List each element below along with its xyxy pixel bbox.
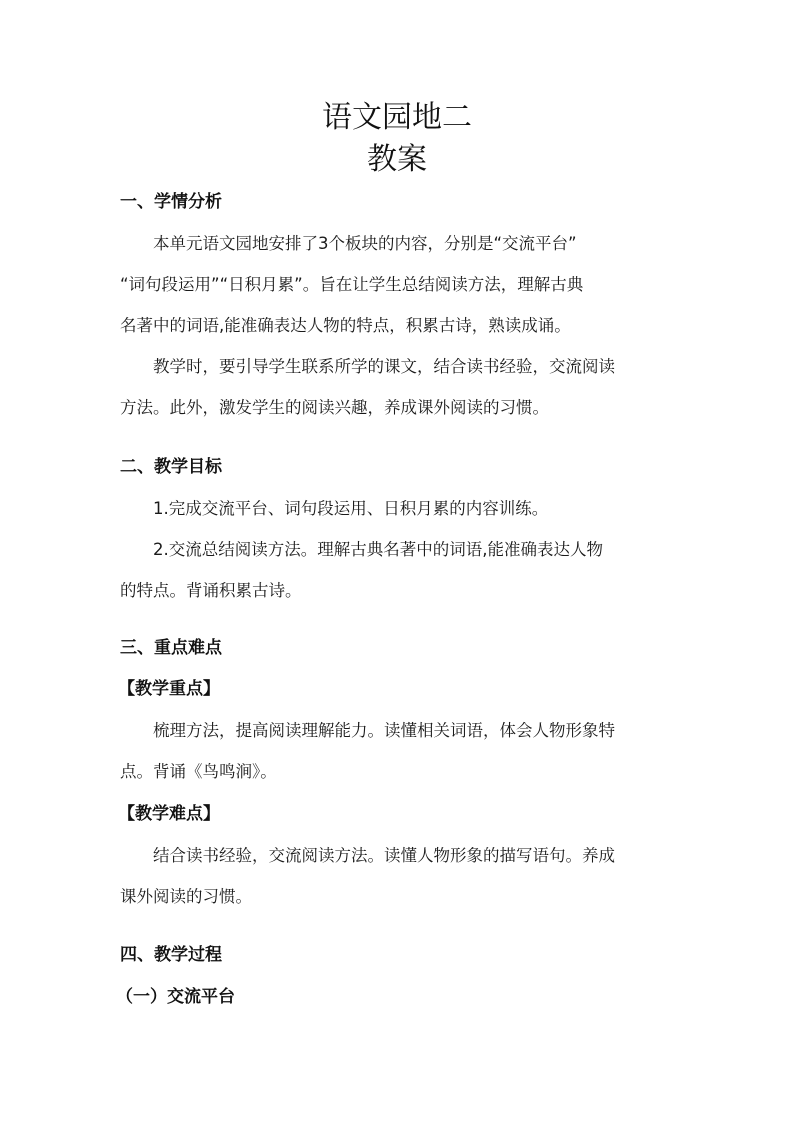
text-line: 的特点。背诵积累古诗。 [120, 581, 302, 600]
subheading-difficulty: 【教学难点】 [118, 804, 220, 824]
analysis-paragraph-2 [120, 346, 675, 428]
subheading-exchange-platform: （一）交流平台 [116, 987, 235, 1007]
text-line: 梳理方法，提高阅读理解能力。读懂相关词语，体会人物形象特 [153, 721, 615, 740]
section-heading-key-points: 三、重点难点 [120, 638, 222, 658]
doc-title: 语文园地二 [322, 100, 472, 135]
text-line: 1.完成交流平台、词句段运用、日积月累的内容训练。 [153, 499, 549, 518]
text-line: 结合读书经验，交流阅读方法。读懂人物形象的描写语句。养成 [153, 846, 615, 865]
difficulty-paragraph [120, 835, 675, 917]
text-line: 教学时，要引导学生联系所学的课文，结合读书经验，交流阅读 [153, 357, 615, 376]
doc-subtitle: 教案 [367, 142, 427, 177]
text-line: 方法。此外，激发学生的阅读兴趣，养成课外阅读的习惯。 [120, 398, 549, 417]
section-heading-objectives: 二、教学目标 [120, 457, 222, 477]
objective-item-1 [120, 488, 675, 529]
text-line: 名著中的词语,能准确表达人物的特点，积累古诗，熟读成诵。 [120, 316, 571, 335]
subheading-key-focus: 【教学重点】 [118, 679, 220, 699]
objective-item-2 [120, 529, 675, 611]
key-focus-paragraph [120, 710, 675, 792]
text-line: “词句段运用”“日积月累”。旨在让学生总结阅读方法，理解古典 [120, 275, 584, 294]
text-line: 点。背诵《鸟鸣涧》。 [120, 762, 277, 781]
analysis-paragraph-1 [120, 223, 675, 346]
text-line: 课外阅读的习惯。 [120, 887, 252, 906]
text-line: 2.交流总结阅读方法。理解古典名著中的词语,能准确表达人物 [153, 540, 603, 559]
text-line: 本单元语文园地安排了3个板块的内容，分别是“交流平台” [153, 234, 577, 253]
section-heading-process: 四、教学过程 [120, 945, 222, 965]
section-heading-analysis: 一、学情分析 [120, 192, 222, 212]
